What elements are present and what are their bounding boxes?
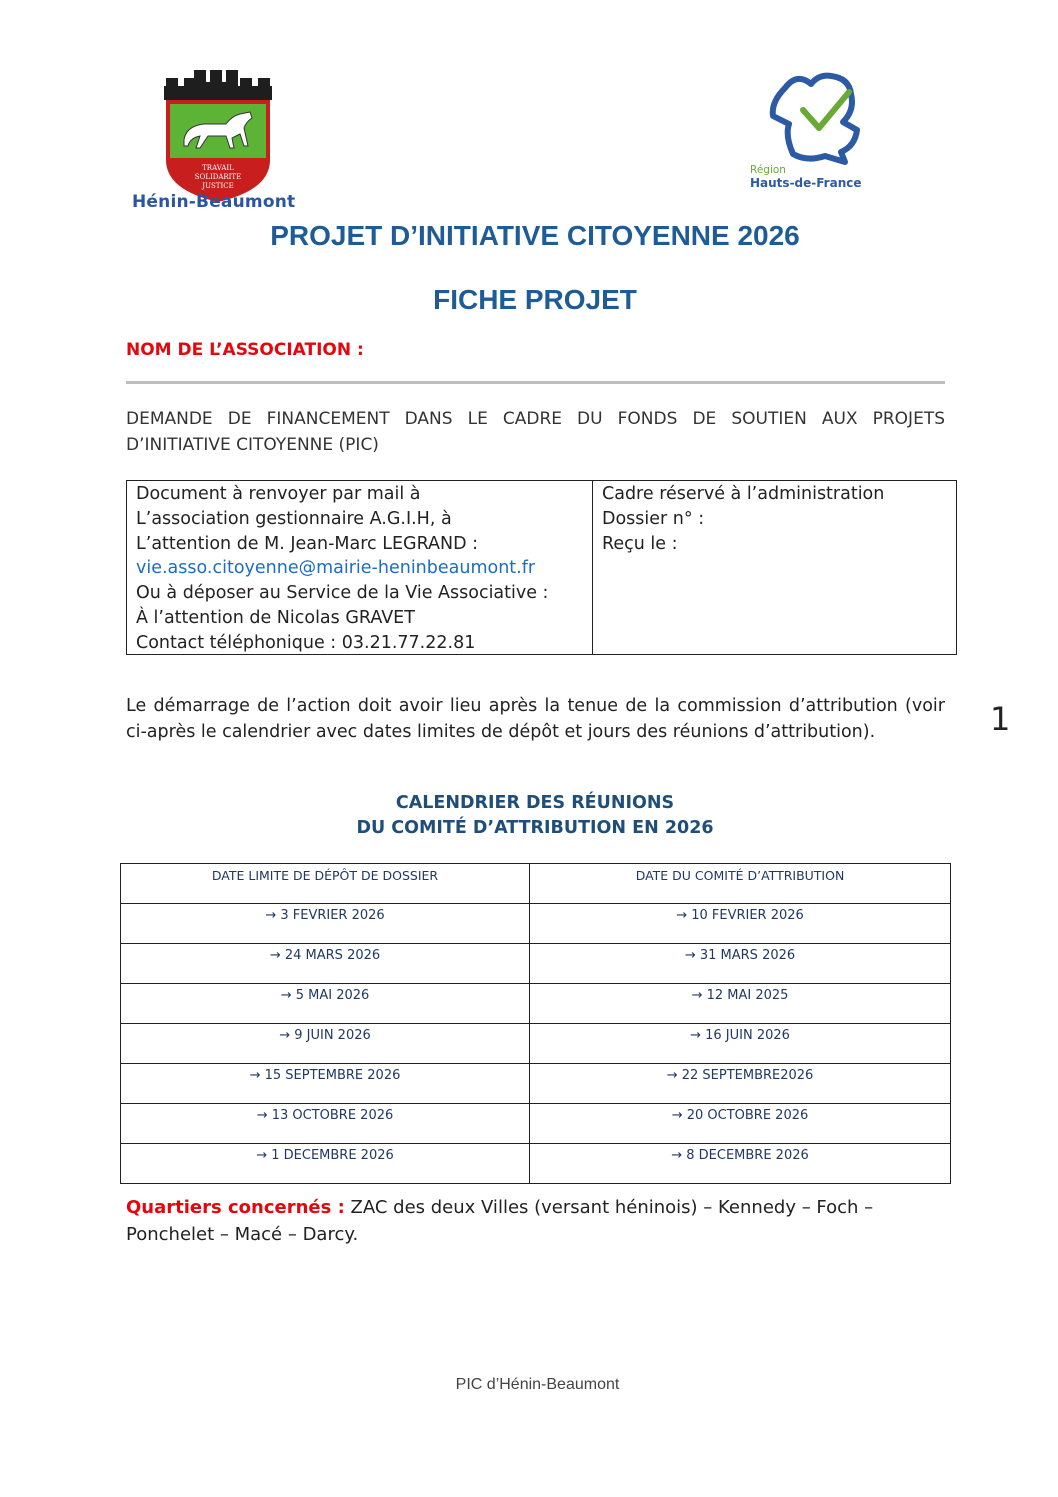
deadline-cell: → 9 JUIN 2026 [121, 1024, 530, 1064]
deadline-cell: → 15 SEPTEMBRE 2026 [121, 1064, 530, 1104]
neighborhoods-list: ZAC des deux Villes (versant héninois) – Kennedy – Foch – Ponchelet – Macé – Darcy. [126, 1197, 874, 1245]
table-row [121, 1064, 951, 1104]
action-start-notice: Le démarrage de l’action doit avoir lieu après la tenue de la commission d’attribution (voir ci-après le calendrier avec dates limites de dépôt et jours des réunions d’attribution). [126, 696, 945, 742]
svg-text:JUSTICE: JUSTICE [202, 182, 234, 190]
received-date-field: Reçu le : [602, 534, 678, 554]
document-title: PROJET D’INITIATIVE CITOYENNE 2026 [270, 220, 800, 251]
contact-line: L’attention de M. Jean-Marc LEGRAND : [136, 533, 479, 554]
committee-cell: → 20 OCTOBRE 2026 [530, 1104, 951, 1144]
contact-line: À l’attention de Nicolas GRAVET [136, 607, 415, 628]
committee-cell: → 16 JUIN 2026 [530, 1024, 951, 1064]
funding-request-text: DEMANDE DE FINANCEMENT DANS LE CADRE DU FONDS DE SOUTIEN AUX PROJETS D’INITIATIVE CITOYENNE (PIC) [126, 409, 945, 455]
contact-instructions [136, 482, 548, 656]
deadline-cell: → 3 FEVRIER 2026 [121, 904, 530, 944]
table-row [121, 904, 951, 944]
contact-line: Ou à déposer au Service de la Vie Associative : [136, 583, 549, 604]
contact-line: Document à renvoyer par mail à [136, 484, 421, 504]
region-name: Hauts-de-France [750, 176, 862, 190]
calendar-title-line: DU COMITÉ D’ATTRIBUTION EN 2026 [356, 818, 714, 838]
contact-email-link[interactable]: vie.asso.citoyenne@mairie-heninbeaumont.fr [136, 558, 536, 579]
dossier-number-field: Dossier n° : [602, 509, 705, 529]
deadline-cell: → 5 MAI 2026 [121, 984, 530, 1024]
table-row [121, 1104, 951, 1144]
table-row [121, 1144, 951, 1184]
column-header-committee: DATE DU COMITÉ D’ATTRIBUTION [530, 864, 951, 904]
neighborhoods-label: Quartiers concernés : [126, 1197, 345, 1218]
table-header-row [121, 864, 951, 904]
admin-line: Cadre réservé à l’administration [602, 484, 885, 504]
page-footer: PIC d’Hénin-Beaumont [455, 1376, 620, 1393]
deadline-cell: → 24 MARS 2026 [121, 944, 530, 984]
association-name-line [126, 381, 945, 384]
calendar-table [120, 863, 951, 1184]
page-number: 1 [990, 700, 1011, 738]
contact-phone: Contact téléphonique : 03.21.77.22.81 [136, 632, 476, 653]
column-header-deadline: DATE LIMITE DE DÉPÔT DE DOSSIER [121, 864, 530, 904]
calendar-title [0, 791, 1058, 841]
deadline-cell: → 13 OCTOBRE 2026 [121, 1104, 530, 1144]
association-name-label: NOM DE L’ASSOCIATION : [126, 340, 364, 360]
committee-cell: → 31 MARS 2026 [530, 944, 951, 984]
table-row [121, 944, 951, 984]
henin-beaumont-name: Hénin-Beaumont [132, 192, 296, 212]
committee-cell: → 22 SEPTEMBRE2026 [530, 1064, 951, 1104]
committee-cell: → 10 FEVRIER 2026 [530, 904, 951, 944]
calendar-title-line: CALENDRIER DES RÉUNIONS [395, 793, 675, 813]
committee-cell: → 12 MAI 2025 [530, 984, 951, 1024]
region-label: Région [750, 164, 786, 176]
deadline-cell: → 1 DECEMBRE 2026 [121, 1144, 530, 1184]
table-row [121, 984, 951, 1024]
concerned-neighborhoods [126, 1194, 906, 1248]
table-row [121, 1024, 951, 1064]
document-subtitle: FICHE PROJET [433, 284, 637, 315]
contact-line: L’association gestionnaire A.G.I.H, à [136, 508, 452, 529]
committee-cell: → 8 DECEMBRE 2026 [530, 1144, 951, 1184]
svg-text:SOLIDARITE: SOLIDARITE [194, 173, 242, 181]
svg-text:TRAVAIL: TRAVAIL [202, 164, 234, 172]
admin-reserved-area [602, 482, 884, 557]
